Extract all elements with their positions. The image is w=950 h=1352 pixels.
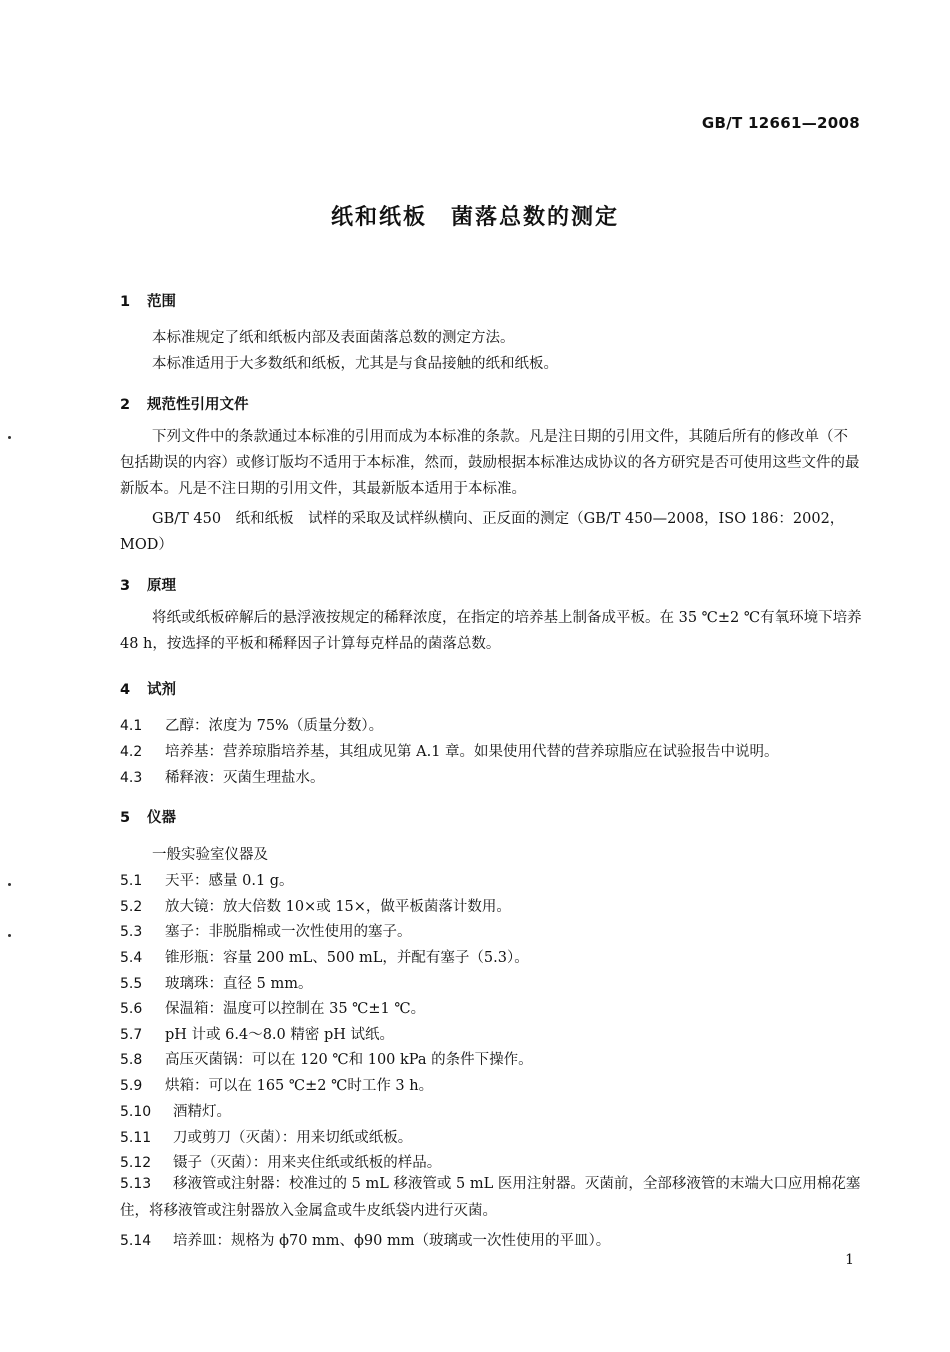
section-1-heading xyxy=(120,290,176,311)
list-item: 5.5 玻璃珠：直径 5 mm。 xyxy=(120,976,313,992)
paragraph xyxy=(120,424,862,502)
paragraph: 本标准规定了纸和纸板内部及表面菌落总数的测定方法。 xyxy=(152,330,515,346)
page-number: 1 xyxy=(845,1252,854,1268)
section-4-heading xyxy=(120,678,176,699)
list-item: 5.7 pH 计或 6.4～8.0 精密 pH 试纸。 xyxy=(120,1027,395,1043)
section-2-heading xyxy=(120,393,249,414)
reference-entry xyxy=(120,506,862,558)
section-title: 规范性引用文件 xyxy=(147,397,249,413)
list-item: 5.12 镊子（灭菌）：用来夹住纸或纸板的样品。 xyxy=(120,1155,442,1171)
paragraph: 本标准适用于大多数纸和纸板，尤其是与食品接触的纸和纸板。 xyxy=(152,356,558,372)
section-number: 4 xyxy=(120,682,131,698)
list-item: 5.2 放大镜：放大倍数 10×或 15×，做平板菌落计数用。 xyxy=(120,899,511,915)
list-item: 5.6 保温箱：温度可以控制在 35 ℃±1 ℃。 xyxy=(120,1001,426,1017)
section-number: 5 xyxy=(120,810,131,826)
section-title: 仪器 xyxy=(147,810,176,826)
section-title: 试剂 xyxy=(147,682,176,698)
section-intro: 一般实验室仪器及 xyxy=(152,847,268,863)
section-5-heading xyxy=(120,806,176,827)
list-item: 5.11 刀或剪刀（灭菌）：用来切纸或纸板。 xyxy=(120,1130,413,1146)
list-item: 5.13 移液管或注射器：校准过的 5 mL 移液管或 5 mL 医用注射器。灭菌前，全部移液管的末端大口应用棉花塞住，将移液管或注射器放入金属盒或牛皮纸袋内进行灭菌。 xyxy=(120,1176,861,1219)
section-3-heading xyxy=(120,574,176,595)
list-item: 4.3 稀释液：灭菌生理盐水。 xyxy=(120,770,325,786)
section-title: 原理 xyxy=(147,578,176,594)
scan-speck xyxy=(8,883,11,886)
standard-code: GB/T 12661—2008 xyxy=(701,114,860,132)
list-item: 5.9 烘箱：可以在 165 ℃±2 ℃时工作 3 h。 xyxy=(120,1078,434,1094)
section-title: 范围 xyxy=(147,294,176,310)
list-item: 5.3 塞子：非脱脂棉或一次性使用的塞子。 xyxy=(120,924,412,940)
list-item: 4.2 培养基：营养琼脂培养基，其组成见第 A.1 章。如果使用代替的营养琼脂应在试验报告中说明。 xyxy=(120,744,779,760)
list-item: 4.1 乙醇：浓度为 75%（质量分数）。 xyxy=(120,718,384,734)
paragraph xyxy=(120,605,862,657)
section-number: 3 xyxy=(120,578,131,594)
list-item: 5.10 酒精灯。 xyxy=(120,1104,231,1120)
section-number: 2 xyxy=(120,397,131,413)
list-item: 5.1 天平：感量 0.1 g。 xyxy=(120,873,294,889)
scan-speck xyxy=(8,934,11,937)
list-item: 5.4 锥形瓶：容量 200 mL、500 mL，并配有塞子（5.3）。 xyxy=(120,950,529,966)
scan-speck xyxy=(8,436,11,439)
reference-text: GB/T 450 纸和纸板 试样的采取及试样纵横向、正反面的测定（GB/T 450—2008，ISO 186：2002，MOD） xyxy=(120,511,845,553)
section-number: 1 xyxy=(120,294,131,310)
paragraph-text: 将纸或纸板碎解后的悬浮液按规定的稀释浓度，在指定的培养基上制备成平板。在 35 ℃±2 ℃有氧环境下培养 48 h，按选择的平板和稀释因子计算每克样品的菌落总数。 xyxy=(120,610,862,652)
paragraph-text: 下列文件中的条款通过本标准的引用而成为本标准的条款。凡是注日期的引用文件，其随后所有的修改单（不包括勘误的内容）或修订版均不适用于本标准，然而，鼓励根据本标准达成协议的各方研究是否可使用这些文件的最新版本。凡是不注日期的引用文件，其最新版本适用于本标准。 xyxy=(120,429,860,497)
document-title: 纸和纸板 菌落总数的测定 xyxy=(330,205,619,230)
list-item: 5.8 高压灭菌锅：可以在 120 ℃和 100 kPa 的条件下操作。 xyxy=(120,1052,533,1068)
list-item: 5.14 培养皿：规格为 ϕ70 mm、ϕ90 mm（玻璃或一次性使用的平皿）。 xyxy=(120,1233,611,1249)
